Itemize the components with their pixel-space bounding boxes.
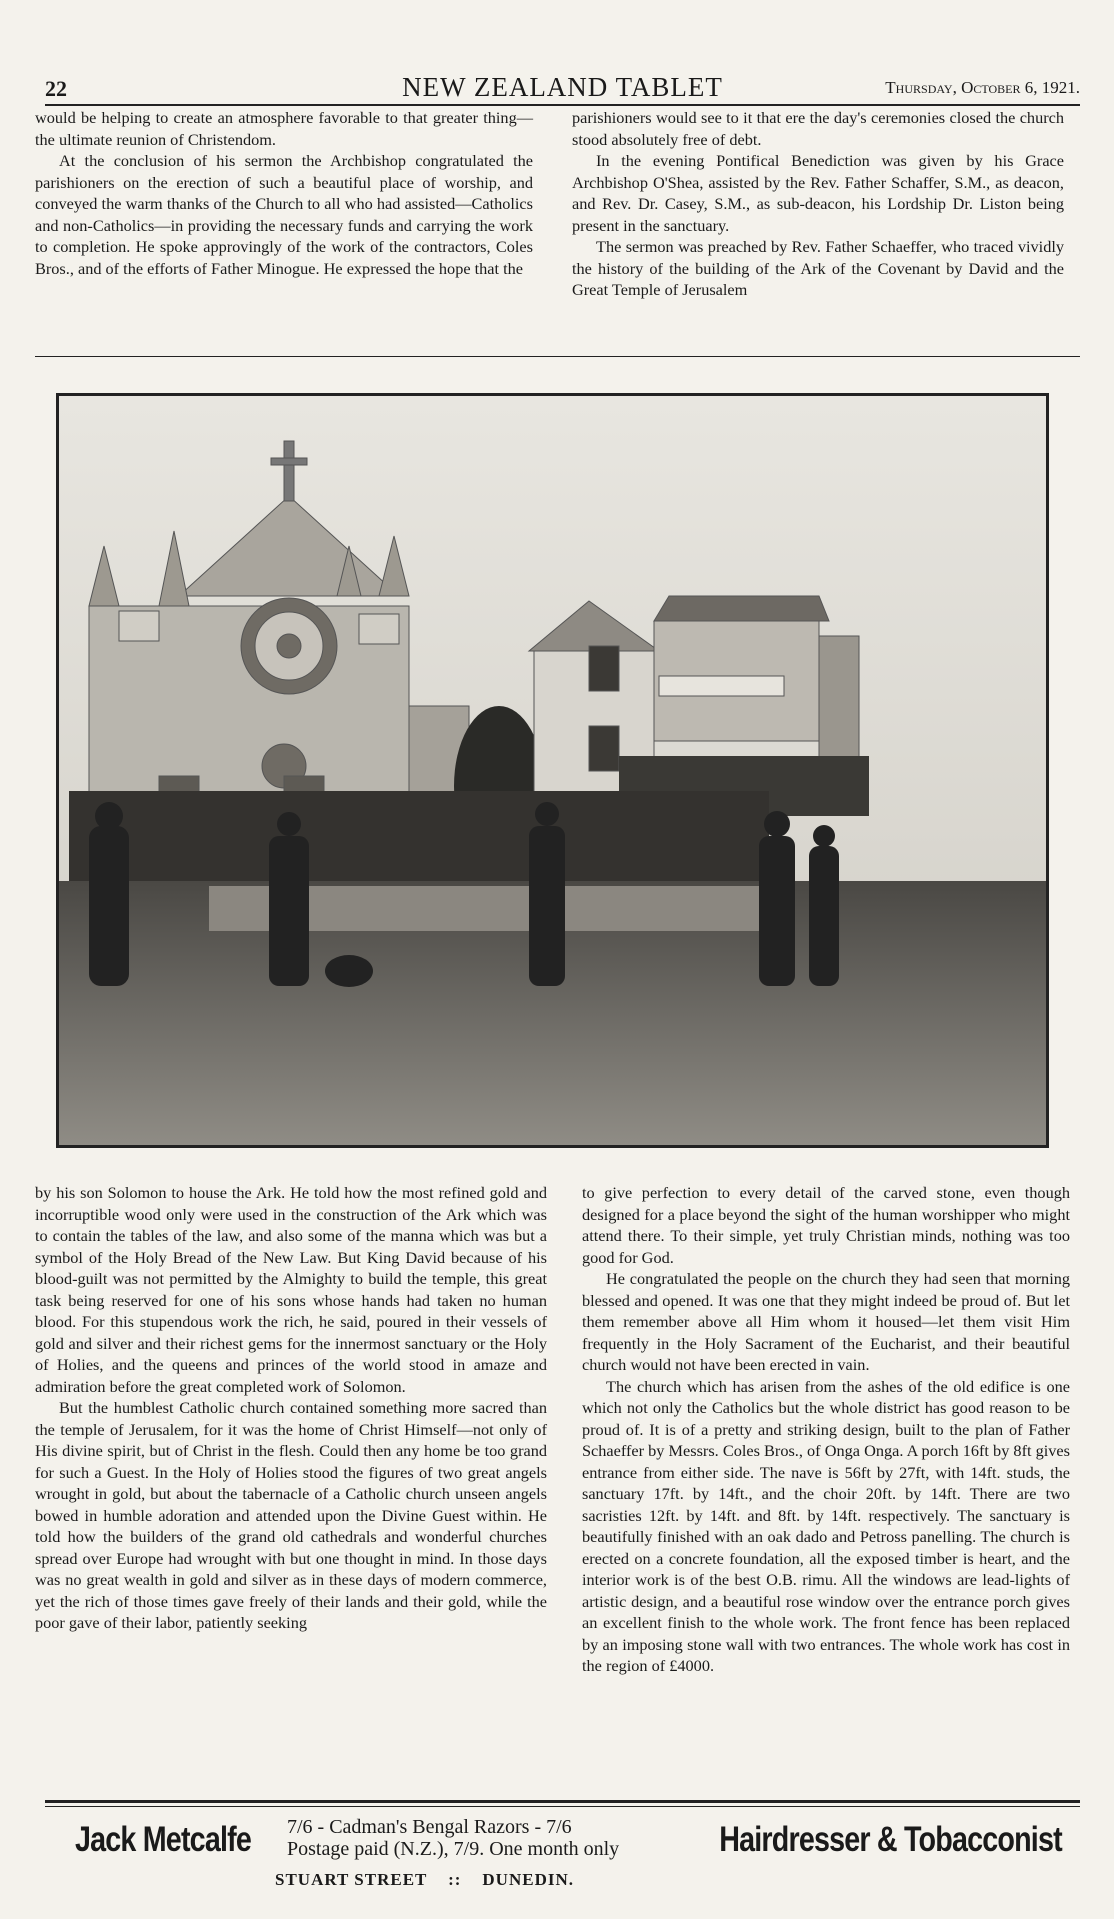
paragraph: He congratulated the people on the church they had seen that morning blessed and opened. It was one that they might indeed be proud of. But let them remember above all Him whom it housed—let them visit Him frequently in the Holy Sacrament of the Eucharist, and their beautiful church would not have been erected in vain. <box>582 1269 1070 1374</box>
church-photograph <box>56 393 1049 1148</box>
bottom-right-column <box>582 1182 1070 1677</box>
crowd <box>69 791 769 881</box>
advertiser-trade: Hairdresser & Tobacconist <box>719 1820 1062 1859</box>
advert-rule-top-thin <box>45 1806 1080 1807</box>
advertiser-name: Jack Metcalfe <box>75 1820 252 1859</box>
advert-line-1: 7/6 - Cadman's Bengal Razors - 7/6 <box>287 1816 572 1838</box>
church-photo-illustration <box>59 396 1046 1145</box>
advert-address: STUART STREET :: DUNEDIN. <box>275 1870 574 1889</box>
advert-line-2: Postage paid (N.Z.), 7/9. One month only <box>287 1838 620 1860</box>
page-header <box>45 72 1080 102</box>
paragraph: would be helping to create an atmosphere favorable to that greater thing—the ultimate reunion of Christendom. <box>35 108 533 149</box>
paragraph: But the humblest Catholic church contained something more sacred than the temple of Jerusalem, for it was the home of Christ Himself—not only of His divine spirit, but of Christ in the flesh. Could then any home be too grand for such a Guest. In the Holy of Holies stood the figures of two great angels wrought in gold, but about the tabernacle of a Catholic church unseen angels bowed in humble adoration and attended upon the Divine Guest within. He told how the builders of the grand old cathedrals and wonderful churches spread over Europe had wrought with but one thought in mind. In those days was no great wealth in gold and silver as in these days of modern commerce, yet the rich of those times gave freely of their lands and their gold, while the poor gave of their labor, patiently seeking <box>35 1398 547 1632</box>
column-rule <box>35 356 1080 357</box>
masthead: NEW ZEALAND TABLET <box>402 72 723 102</box>
paragraph: parishioners would see to it that ere the day's ceremonies closed the church stood absolutely free of debt. <box>572 108 1064 149</box>
advertisement <box>45 1812 1080 1892</box>
header-rule <box>45 104 1080 106</box>
bottom-left-column <box>35 1182 547 1634</box>
paragraph: by his son Solomon to house the Ark. He told how the most refined gold and incorruptible wood only were used in the construction of the Ark which was to contain the tables of the law, and also some of the manna which was but a symbol of the Holy Bread of the New Law. But King David because of his blood-guilt was not permitted by the Almighty to build the temple, this great task being reserved for one of his sons whose hands had taken no human blood. For this stupendous work the rich, he said, poured in their vessels of gold and silver and their richest gems for the innermost sanctuary or the Holy of Holies, and the queens and princes of the world stood in amaze and admiration before the great completed work of Solomon. <box>35 1183 547 1396</box>
top-right-column <box>572 107 1064 301</box>
paragraph: In the evening Pontifical Benediction was given by his Grace Archbishop O'Shea, assisted by the Rev. Father Schaffer, S.M., as deacon, and Rev. Dr. Casey, S.M., as sub-deacon, his Lordship Dr. Liston being present in the sanctuary. <box>572 151 1064 235</box>
paragraph: At the conclusion of his sermon the Archbishop congratulated the parishioners on the erection of such a beautiful place of worship, and conveyed the warm thanks of the Church to all who had assisted—Catholics and non-Catholics—in providing the necessary funds and carrying the work to completion. He spoke approvingly of the work of the contractors, Coles Bros., and of the efforts of Father Minogue. He expressed the hope that the <box>35 151 533 278</box>
top-left-column <box>35 107 533 279</box>
page-number: 22 <box>45 76 67 101</box>
paragraph: The church which has arisen from the ashes of the old edifice is one which not only the Catholics but the whole district has good reason to be proud of. It is of a pretty and striking design, built to the plan of Father Schaeffer by Messrs. Coles Bros., of Onga Onga. A porch 16ft by 8ft gives entrance from either side. The nave is 56ft by 27ft, with 14ft. studs, the sanctuary 17ft. by 14ft., and the choir 20ft. by 14ft. There are two sacristies 12ft. by 14ft. and 8ft. by 14ft. respectively. The sanctuary is beautifully finished with an oak dado and Petross panelling. The church is erected on a concrete foundation, all the exposed timber is heart, and the interior work is of the best O.B. rimu. All the windows are lead-lights of artistic design, and a beautiful rose window over the entrance porch gives an excellent finish to the whole work. The front fence has been replaced by an imposing stone wall with two entrances. The whole work has cost in the region of £4000. <box>582 1376 1070 1675</box>
advert-details <box>287 1816 707 1860</box>
dateline: Thursday, October 6, 1921. <box>885 78 1080 97</box>
paragraph: to give perfection to every detail of the carved stone, even though designed for a place beyond the sight of the human worshipper who might attend there. To their simple, yet truly Christian minds, nothing was too good for God. <box>582 1183 1070 1267</box>
advert-rule-top <box>45 1800 1080 1803</box>
paragraph: The sermon was preached by Rev. Father Schaeffer, who traced vividly the history of the building of the Ark of the Covenant by David and the Great Temple of Jerusalem <box>572 237 1064 299</box>
